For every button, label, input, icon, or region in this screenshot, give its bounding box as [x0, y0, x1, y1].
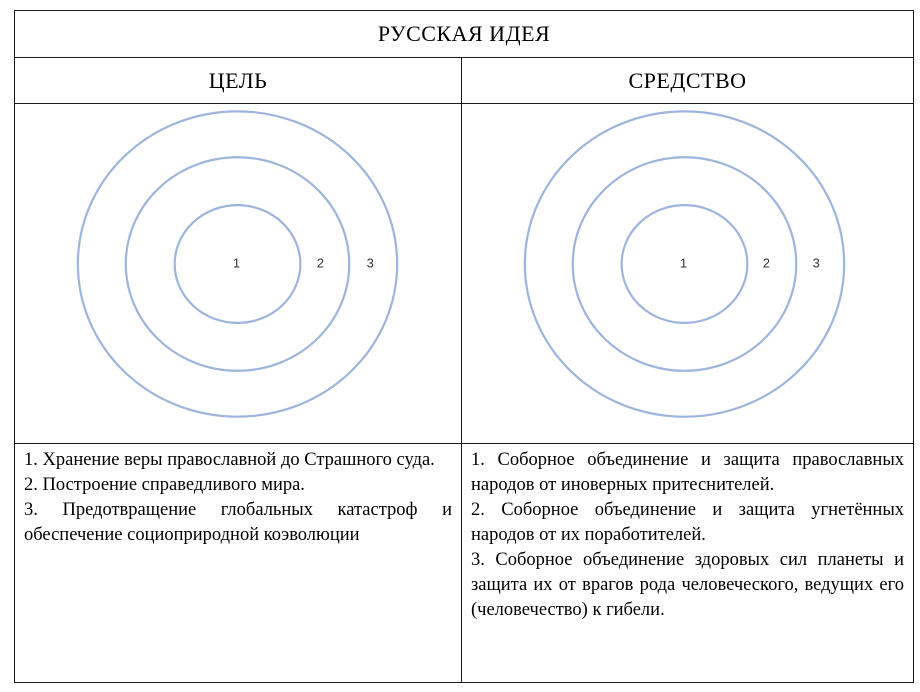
means-concentric-circles-diagram	[462, 104, 913, 443]
goal-item-3: 3. Предотвращение глобальных катастроф и обеспечение социоприродной коэволюции	[24, 500, 452, 545]
goal-ring-label-3: 3	[366, 255, 374, 271]
means-diagram-cell	[462, 104, 914, 444]
means-item-3: 3. Соборное объединение здоровых сил планеты и защита их от врагов рода человеческого, ведущих его (человечество) к гибели.	[471, 550, 905, 620]
means-list-cell	[462, 444, 914, 683]
goal-list-cell	[15, 444, 462, 683]
goal-ring-label-1: 1	[232, 255, 241, 271]
goal-item-2: 2. Построение справедливого мира.	[24, 475, 305, 495]
means-ring-label-2: 2	[762, 255, 770, 271]
means-ring-label-3: 3	[812, 255, 820, 271]
table-title: РУССКАЯ ИДЕЯ	[15, 11, 914, 58]
goal-concentric-circles-diagram	[15, 104, 461, 443]
column-header-means: СРЕДСТВО	[462, 58, 914, 104]
column-header-goal: ЦЕЛЬ	[15, 58, 462, 104]
goal-ring-label-2: 2	[316, 255, 324, 271]
means-ring-label-1: 1	[679, 255, 688, 271]
means-item-1: 1. Соборное объединение и защита православных народов от иноверных притеснителей.	[471, 450, 905, 495]
russian-idea-table	[14, 10, 914, 683]
goal-diagram-cell	[15, 104, 462, 444]
means-item-2: 2. Соборное объединение и защита угнетённых народов от их поработителей.	[471, 500, 905, 545]
goal-item-1: 1. Хранение веры православной до Страшного суда.	[24, 450, 435, 470]
